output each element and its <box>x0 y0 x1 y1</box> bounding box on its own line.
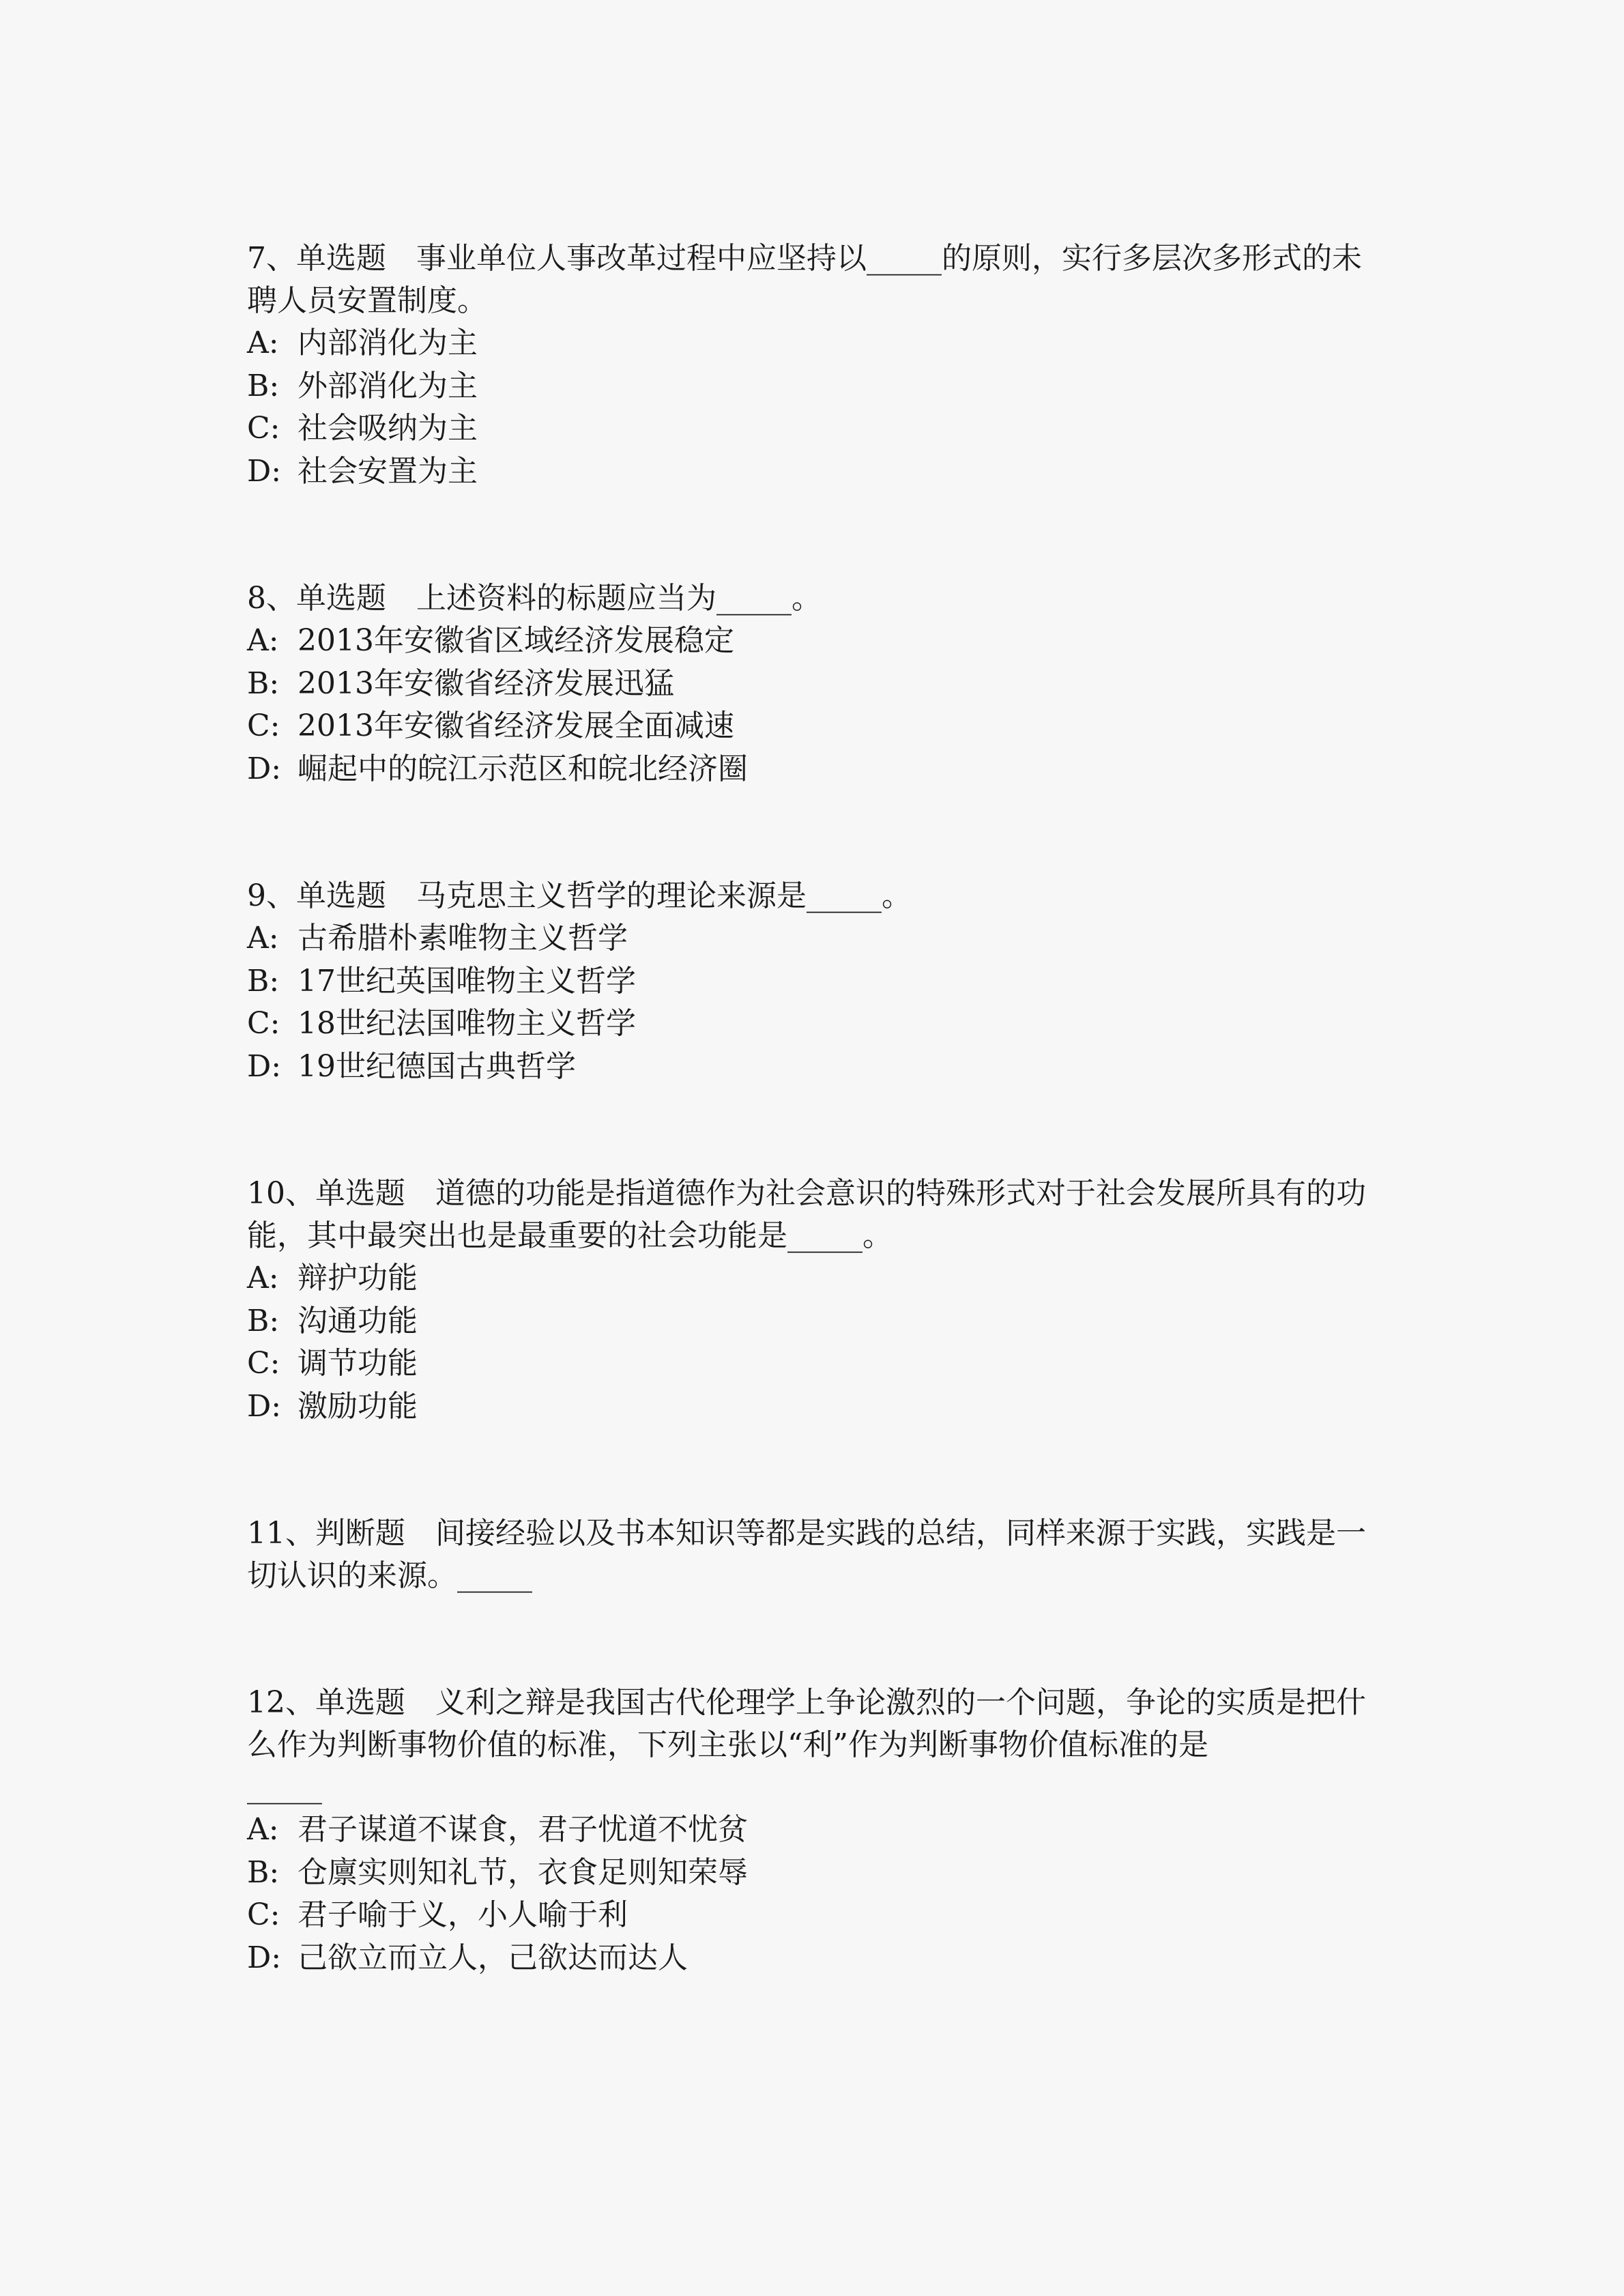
option-text: 18世纪法国唯物主义哲学 <box>298 1006 636 1041</box>
question-10 <box>247 1173 1380 1428</box>
option-a <box>247 1809 1380 1852</box>
option-letter: A: <box>247 921 279 956</box>
option-text: 己欲立而立人，己欲达而达人 <box>298 1940 688 1975</box>
option-c <box>247 1894 1380 1937</box>
question-12 <box>247 1682 1380 1979</box>
question-type: 单选题 <box>315 1685 405 1720</box>
spacer <box>247 790 1380 875</box>
spacer <box>247 1428 1380 1512</box>
option-text: 君子谋道不谋食，君子忧道不忧贫 <box>298 1812 748 1847</box>
option-letter: C: <box>247 411 280 446</box>
question-number: 8、 <box>247 581 296 616</box>
option-letter: D: <box>247 751 282 786</box>
option-letter: A: <box>247 1812 279 1847</box>
option-text: 外部消化为主 <box>298 368 478 403</box>
option-a <box>247 917 1380 960</box>
option-text: 沟通功能 <box>298 1303 418 1338</box>
option-text: 2013年安徽省区域经济发展稳定 <box>298 623 734 658</box>
option-d <box>247 1386 1380 1429</box>
option-text: 古希腊朴素唯物主义哲学 <box>298 921 628 956</box>
option-text: 社会安置为主 <box>298 453 478 489</box>
option-letter: A: <box>247 1261 279 1295</box>
option-letter: D: <box>247 453 282 489</box>
document-page <box>247 238 1380 1979</box>
option-d <box>247 1046 1380 1089</box>
option-text: 仓廪实则知礼节，衣食足则知荣辱 <box>298 1854 748 1890</box>
question-stem <box>247 238 1380 322</box>
option-letter: D: <box>247 1388 282 1424</box>
option-c <box>247 1003 1380 1046</box>
question-type: 单选题 <box>296 581 386 616</box>
question-7 <box>247 238 1380 493</box>
option-b <box>247 663 1380 706</box>
option-c <box>247 407 1380 450</box>
option-letter: B: <box>247 963 280 999</box>
question-type: 单选题 <box>296 878 386 913</box>
option-letter: B: <box>247 665 280 701</box>
option-b <box>247 1300 1380 1343</box>
option-letter: C: <box>247 708 280 743</box>
question-type: 单选题 <box>315 1176 405 1211</box>
option-text: 内部消化为主 <box>298 326 478 360</box>
option-letter: B: <box>247 1854 280 1890</box>
question-9 <box>247 875 1380 1088</box>
question-type: 判断题 <box>315 1516 405 1551</box>
question-11 <box>247 1512 1380 1597</box>
question-text: 道德的功能是指道德作为社会意识的特殊形式对于社会发展所具有的功能，其中最突出也是最重要的社会功能是_____。 <box>247 1176 1366 1253</box>
option-letter: C: <box>247 1897 280 1932</box>
option-text: 2013年安徽省经济发展迅猛 <box>298 665 674 701</box>
question-text: 义利之辩是我国古代伦理学上争论激烈的一个问题，争论的实质是把什么作为判断事物价值的标准，下列主张以“利”作为判断事物价值标准的是 <box>247 1685 1366 1762</box>
option-letter: D: <box>247 1048 282 1084</box>
spacer <box>247 1088 1380 1173</box>
option-letter: C: <box>247 1006 280 1041</box>
option-text: 社会吸纳为主 <box>298 411 478 446</box>
option-a <box>247 620 1380 663</box>
option-text: 调节功能 <box>298 1346 418 1381</box>
option-text: 2013年安徽省经济发展全面减速 <box>298 708 734 743</box>
question-text: 上述资料的标题应当为_____。 <box>416 581 822 616</box>
question-8 <box>247 577 1380 790</box>
option-c <box>247 705 1380 748</box>
question-stem <box>247 577 1380 620</box>
option-text: 君子喻于义，小人喻于利 <box>298 1897 628 1932</box>
spacer <box>247 493 1380 577</box>
option-a <box>247 1257 1380 1300</box>
option-d <box>247 1937 1380 1980</box>
question-type: 单选题 <box>296 241 386 276</box>
option-letter: D: <box>247 1940 282 1975</box>
question-stem <box>247 875 1380 917</box>
option-letter: B: <box>247 1303 280 1338</box>
answer-blank: _____ <box>247 1770 322 1805</box>
option-letter: A: <box>247 623 279 658</box>
option-text: 19世纪德国古典哲学 <box>298 1048 576 1084</box>
question-text: 马克思主义哲学的理论来源是_____。 <box>416 878 912 913</box>
option-letter: C: <box>247 1346 280 1381</box>
question-text: 间接经验以及书本知识等都是实践的总结，同样来源于实践，实践是一切认识的来源。_____ <box>247 1516 1366 1593</box>
option-c <box>247 1343 1380 1386</box>
question-text: 事业单位人事改革过程中应坚持以_____的原则，实行多层次多形式的未聘人员安置制度。 <box>247 241 1362 318</box>
option-text: 激励功能 <box>298 1388 418 1424</box>
option-d <box>247 748 1380 791</box>
question-number: 11、 <box>247 1516 315 1551</box>
option-d <box>247 450 1380 493</box>
option-b <box>247 365 1380 408</box>
option-text: 辩护功能 <box>298 1261 418 1295</box>
option-text: 崛起中的皖江示范区和皖北经济圈 <box>298 751 748 786</box>
spacer <box>247 1597 1380 1682</box>
option-letter: B: <box>247 368 280 403</box>
question-stem <box>247 1512 1380 1597</box>
question-number: 7、 <box>247 241 296 276</box>
option-letter: A: <box>247 326 279 360</box>
question-stem <box>247 1682 1380 1766</box>
question-number: 12、 <box>247 1685 315 1720</box>
question-stem <box>247 1173 1380 1257</box>
question-number: 10、 <box>247 1176 315 1211</box>
option-b <box>247 960 1380 1003</box>
option-text: 17世纪英国唯物主义哲学 <box>298 963 636 999</box>
option-b <box>247 1852 1380 1895</box>
question-number: 9、 <box>247 878 296 913</box>
option-a <box>247 322 1380 365</box>
